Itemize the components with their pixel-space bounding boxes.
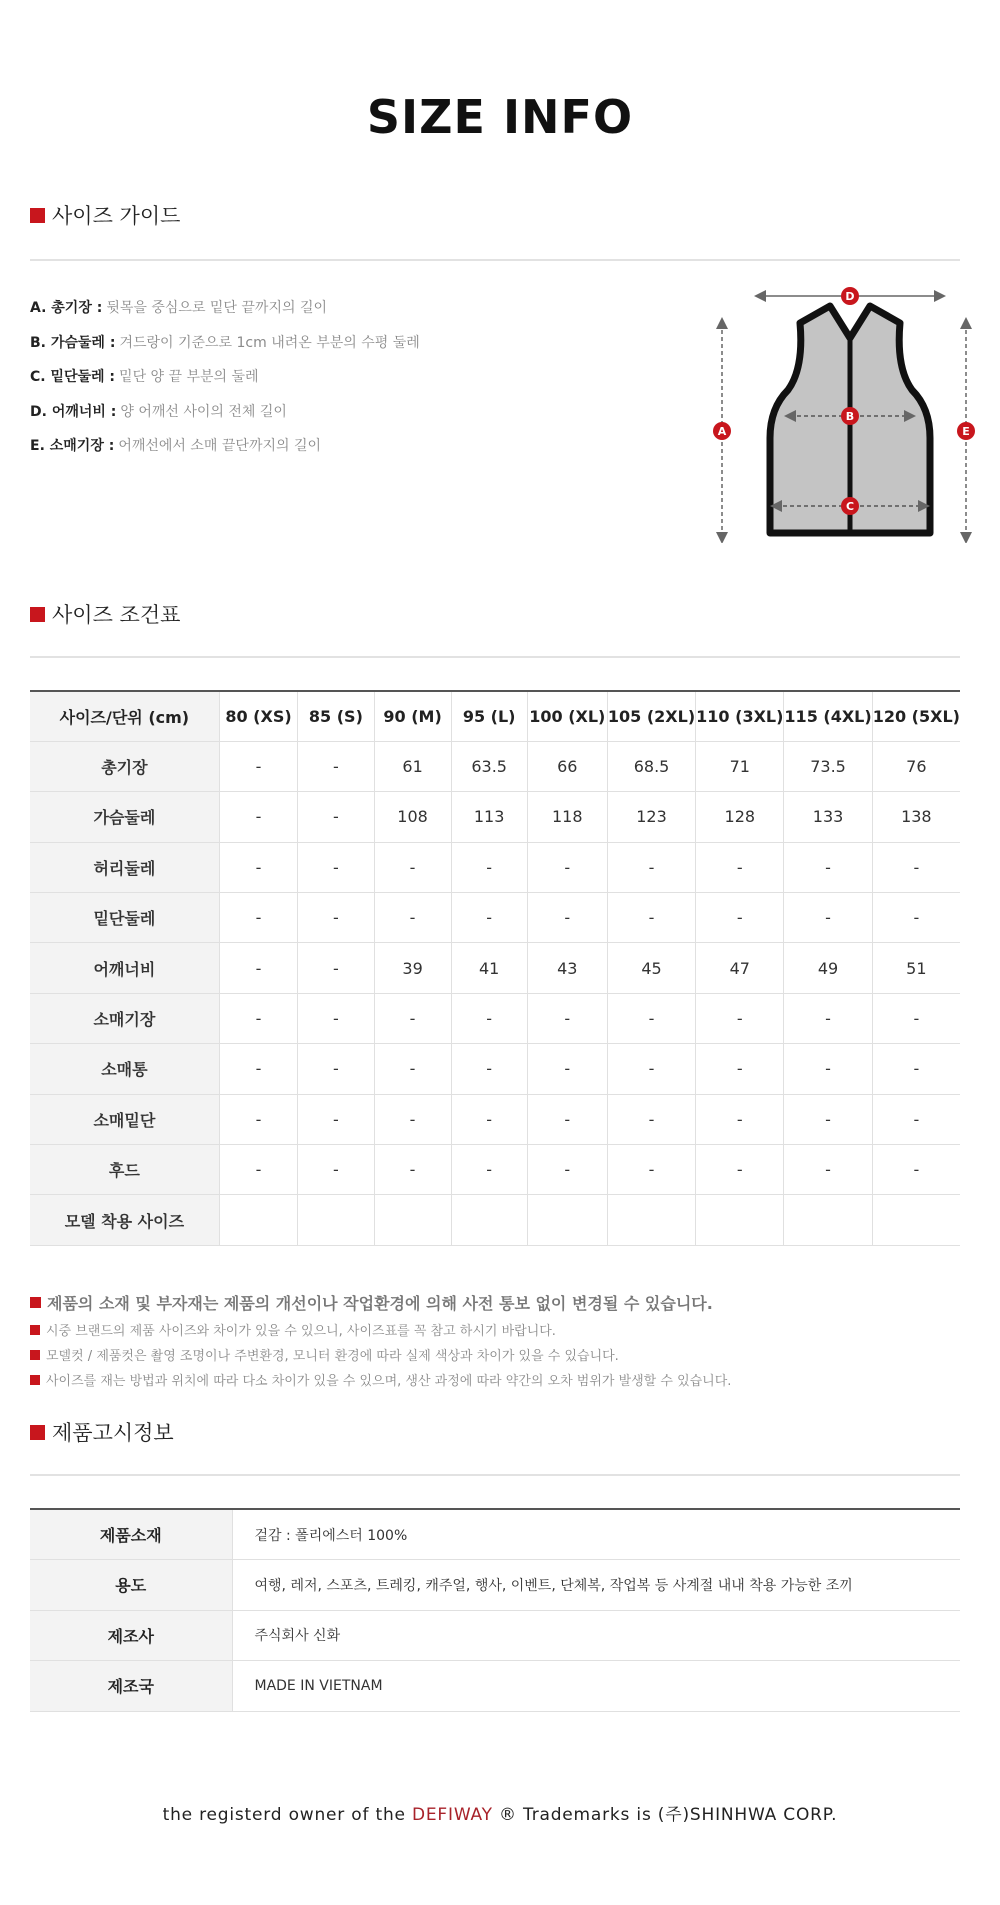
size-cell: - (607, 1094, 695, 1144)
size-cell: - (298, 1145, 374, 1195)
size-table-header-row (30, 691, 960, 741)
red-square-icon (30, 1350, 40, 1360)
info-row-value: MADE IN VIETNAM (232, 1661, 960, 1712)
divider (30, 1474, 960, 1476)
marker-c-label: C (845, 500, 855, 513)
size-cell: - (527, 1145, 607, 1195)
size-cell: - (784, 842, 872, 892)
guide-label: B. 가슴둘레 : (30, 334, 116, 351)
size-col-header: 85 (S) (298, 691, 374, 741)
marker-d (841, 287, 859, 305)
size-cell: - (374, 1044, 451, 1094)
guide-desc: 뒷목을 중심으로 밑단 끝까지의 길이 (106, 300, 328, 317)
page-title: SIZE INFO (366, 90, 634, 144)
size-col-header: 90 (M) (374, 691, 451, 741)
size-cell: - (219, 842, 297, 892)
size-cell: 51 (872, 943, 960, 993)
section-heading-info-label: 제품고시정보 (52, 1421, 174, 1445)
red-square-icon (30, 1425, 45, 1440)
size-cell: 47 (696, 943, 784, 993)
trademark-footer (0, 1800, 1000, 1825)
size-col-header: 115 (4XL) (784, 691, 872, 741)
size-cell (451, 1195, 527, 1245)
notice-item (30, 1367, 980, 1392)
size-cell: - (607, 1145, 695, 1195)
info-row (30, 1509, 960, 1560)
size-row-label: 소매기장 (30, 993, 219, 1043)
guide-item-d (30, 394, 650, 429)
size-cell: - (374, 1094, 451, 1144)
size-cell: 68.5 (607, 741, 695, 791)
size-cell: - (607, 842, 695, 892)
size-cell: - (784, 1044, 872, 1094)
size-cell: - (374, 993, 451, 1043)
size-cell: - (298, 1044, 374, 1094)
size-cell: - (527, 1044, 607, 1094)
guide-label: A. 총기장 : (30, 300, 103, 317)
guide-item-a (30, 290, 650, 325)
size-row-label: 후드 (30, 1145, 219, 1195)
section-heading-table-label: 사이즈 조건표 (52, 603, 181, 627)
info-row-label: 제품소재 (30, 1509, 232, 1560)
size-cell: - (374, 1145, 451, 1195)
size-cell: - (872, 993, 960, 1043)
guide-item-b (30, 325, 650, 360)
footer-prefix: the registerd owner of the (162, 1805, 412, 1825)
size-table (30, 690, 960, 1246)
size-cell: 73.5 (784, 741, 872, 791)
size-cell: - (696, 1145, 784, 1195)
size-cell: - (696, 1044, 784, 1094)
size-cell: - (298, 993, 374, 1043)
size-cell: 118 (527, 792, 607, 842)
size-row-label: 총기장 (30, 741, 219, 791)
size-cell: - (527, 1094, 607, 1144)
size-cell: 113 (451, 792, 527, 842)
size-cell: - (219, 893, 297, 943)
size-cell: - (527, 893, 607, 943)
divider (30, 656, 960, 658)
size-table-row (30, 1145, 960, 1195)
size-cell: - (298, 792, 374, 842)
size-cell (219, 1195, 297, 1245)
size-cell (784, 1195, 872, 1245)
guide-label: E. 소매기장 : (30, 438, 115, 455)
size-row-label: 가슴둘레 (30, 792, 219, 842)
size-table-row (30, 792, 960, 842)
info-row-label: 제조국 (30, 1661, 232, 1712)
marker-e (957, 422, 975, 440)
section-heading-guide (30, 200, 180, 230)
notice-item (30, 1287, 980, 1317)
notice-text: 모델컷 / 제품컷은 촬영 조명이나 주변환경, 모니터 환경에 따라 실제 색상과 차이가 있을 수 있습니다. (46, 1349, 619, 1364)
guide-label: C. 밑단둘레 : (30, 369, 116, 386)
size-row-label: 허리둘레 (30, 842, 219, 892)
size-cell: - (298, 1094, 374, 1144)
size-cell: - (219, 943, 297, 993)
size-cell: 76 (872, 741, 960, 791)
size-cell: - (607, 1044, 695, 1094)
size-table-row (30, 943, 960, 993)
size-cell: - (784, 993, 872, 1043)
size-cell: - (374, 842, 451, 892)
notice-item (30, 1317, 980, 1342)
guide-item-e (30, 428, 650, 463)
size-cell: - (451, 993, 527, 1043)
size-row-label: 소매통 (30, 1044, 219, 1094)
notice-list (30, 1287, 980, 1392)
footer-brand: DEFIWAY (412, 1805, 493, 1825)
size-cell: - (784, 1094, 872, 1144)
size-table-row (30, 1044, 960, 1094)
size-cell: - (872, 1044, 960, 1094)
notice-text: 제품의 소재 및 부자재는 제품의 개선이나 작업환경에 의해 사전 통보 없이 변경될 수 있습니다. (47, 1293, 713, 1313)
size-cell: - (298, 741, 374, 791)
info-row-value: 겉감 : 폴리에스터 100% (232, 1509, 960, 1560)
size-row-label: 어깨너비 (30, 943, 219, 993)
size-cell: - (784, 893, 872, 943)
guide-item-c (30, 359, 650, 394)
size-cell: - (451, 1044, 527, 1094)
size-row-label: 밑단둘레 (30, 893, 219, 943)
size-cell: 49 (784, 943, 872, 993)
size-col-header: 120 (5XL) (872, 691, 960, 741)
size-cell: - (219, 741, 297, 791)
info-row-value: 주식회사 신화 (232, 1610, 960, 1661)
notice-item (30, 1342, 980, 1367)
size-cell: - (298, 943, 374, 993)
info-row (30, 1610, 960, 1661)
size-cell: 108 (374, 792, 451, 842)
notice-text: 사이즈를 재는 방법과 위치에 따라 다소 차이가 있을 수 있으며, 생산 과정에 따라 약간의 오차 범위가 발생할 수 있습니다. (46, 1374, 732, 1389)
section-heading-guide-label: 사이즈 가이드 (52, 204, 181, 228)
marker-c (841, 497, 859, 515)
size-cell: 61 (374, 741, 451, 791)
info-row-label: 제조사 (30, 1610, 232, 1661)
guide-desc: 겨드랑이 기준으로 1cm 내려온 부분의 수평 둘레 (119, 334, 420, 351)
size-col-header: 95 (L) (451, 691, 527, 741)
divider (30, 259, 960, 261)
size-col-header: 105 (2XL) (607, 691, 695, 741)
size-guide-list (30, 290, 650, 463)
guide-desc: 밑단 양 끝 부분의 둘레 (119, 369, 259, 386)
info-row (30, 1661, 960, 1712)
red-square-icon (30, 1325, 40, 1335)
size-table-row (30, 1094, 960, 1144)
size-cell: - (219, 1044, 297, 1094)
size-table-row (30, 842, 960, 892)
size-cell: - (219, 1094, 297, 1144)
size-cell: - (696, 1094, 784, 1144)
size-cell: - (607, 993, 695, 1043)
guide-label: D. 어깨너비 : (30, 403, 117, 420)
marker-d-label: D (845, 290, 855, 303)
footer-suffix: ® Trademarks is (주)SHINHWA CORP. (492, 1805, 838, 1825)
red-square-icon (30, 607, 45, 622)
size-cell: - (696, 993, 784, 1043)
red-square-icon (30, 1297, 41, 1308)
size-cell: 123 (607, 792, 695, 842)
size-cell: - (872, 1145, 960, 1195)
size-cell (872, 1195, 960, 1245)
size-col-header: 100 (XL) (527, 691, 607, 741)
section-heading-info (30, 1417, 174, 1447)
size-cell: 66 (527, 741, 607, 791)
size-cell (527, 1195, 607, 1245)
marker-b (841, 407, 859, 425)
size-table-body (30, 741, 960, 1245)
size-cell: - (607, 893, 695, 943)
size-cell: - (872, 1094, 960, 1144)
size-cell: - (374, 893, 451, 943)
guide-desc: 양 어깨선 사이의 전체 길이 (120, 403, 287, 420)
size-cell: - (451, 1094, 527, 1144)
size-cell (374, 1195, 451, 1245)
size-row-label: 소매밑단 (30, 1094, 219, 1144)
size-cell: 63.5 (451, 741, 527, 791)
size-cell: 45 (607, 943, 695, 993)
red-square-icon (30, 1375, 40, 1385)
size-cell: 133 (784, 792, 872, 842)
info-row (30, 1560, 960, 1611)
size-cell: 39 (374, 943, 451, 993)
size-cell: - (451, 1145, 527, 1195)
size-cell: - (696, 893, 784, 943)
size-cell: - (872, 893, 960, 943)
marker-a-label: A (717, 425, 727, 438)
size-cell: - (451, 842, 527, 892)
size-row-label: 모델 착용 사이즈 (30, 1195, 219, 1245)
info-row-label: 용도 (30, 1560, 232, 1611)
size-cell: - (219, 1145, 297, 1195)
size-cell: - (298, 842, 374, 892)
size-cell: - (219, 993, 297, 1043)
size-table-row (30, 893, 960, 943)
size-table-row (30, 1195, 960, 1245)
size-cell (298, 1195, 374, 1245)
red-square-icon (30, 208, 45, 223)
size-col-header: 110 (3XL) (696, 691, 784, 741)
size-cell: - (527, 842, 607, 892)
marker-a (713, 422, 731, 440)
size-cell: - (298, 893, 374, 943)
size-cell: 138 (872, 792, 960, 842)
size-cell: 43 (527, 943, 607, 993)
product-info-table (30, 1508, 960, 1712)
size-cell: - (872, 842, 960, 892)
size-cell (607, 1195, 695, 1245)
size-cell: 71 (696, 741, 784, 791)
section-heading-table (30, 599, 180, 629)
marker-e-label: E (962, 425, 970, 438)
size-cell: - (219, 792, 297, 842)
size-table-row (30, 993, 960, 1043)
marker-b-label: B (845, 410, 855, 423)
size-cell: - (527, 993, 607, 1043)
size-cell: 41 (451, 943, 527, 993)
size-cell: - (784, 1145, 872, 1195)
size-table-corner: 사이즈/단위 (cm) (30, 691, 219, 741)
size-table-row (30, 741, 960, 791)
info-row-value: 여행, 레저, 스포츠, 트레킹, 캐주얼, 행사, 이벤트, 단체복, 작업복 등 사계절 내내 착용 가능한 조끼 (232, 1560, 960, 1611)
vest-diagram (690, 278, 990, 543)
size-cell: 128 (696, 792, 784, 842)
size-col-header: 80 (XS) (219, 691, 297, 741)
size-cell: - (451, 893, 527, 943)
size-cell: - (696, 842, 784, 892)
size-cell (696, 1195, 784, 1245)
notice-text: 시중 브랜드의 제품 사이즈와 차이가 있을 수 있으니, 사이즈표를 꼭 참고 하시기 바랍니다. (46, 1324, 556, 1339)
guide-desc: 어깨선에서 소매 끝단까지의 길이 (118, 438, 322, 455)
